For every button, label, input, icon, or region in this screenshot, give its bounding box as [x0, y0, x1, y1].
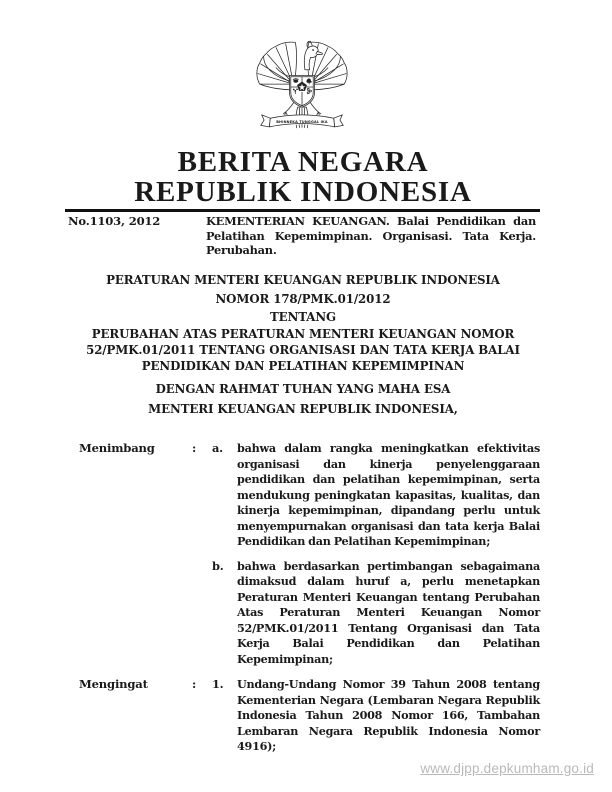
- invocation-line: DENGAN RAHMAT TUHAN YANG MAHA ESA: [155, 381, 451, 396]
- tentang-label: TENTANG: [270, 310, 336, 324]
- item-marker: a.: [212, 441, 223, 455]
- item-marker: 1.: [212, 677, 224, 691]
- mengingat-section: [79, 677, 540, 755]
- motto-ribbon: [261, 115, 344, 128]
- item-text: bahwa dalam rangka meningkatkan efektivitas organisasi dan kinerja penyelenggaraan pendidikan dan pelatihan kepemimpinan, serta mendukung peningkatan kapasitas, kualitas, dan kinerja kepemimpinan, dipandang perlu untuk menyempurnakan organisasi dan tata kerja Balai Pendidikan dan Pelatihan Kepemimpinan;: [237, 441, 540, 548]
- gazette-meta: [68, 214, 536, 258]
- watermark-url[interactable]: www.djpp.depkumham.go.id: [420, 761, 594, 776]
- item-text: Undang-Undang Nomor 39 Tahun 2008 tentang Kementerian Negara (Lembaran Negara Republik Indonesia Tahun 2008 Nomor 166, Tambahan Lembaran Negara Republik Indonesia Nomor 4916);: [237, 677, 540, 753]
- gazette-abstract: KEMENTERIAN KEUANGAN. Balai Pendidikan dan Pelatihan Kepemimpinan. Organisasi. Tata Kerja. Perubahan.: [206, 214, 536, 258]
- regulation-title: PERATURAN MENTERI KEUANGAN REPUBLIK INDONESIA: [106, 273, 500, 287]
- consideration-item-b: [212, 559, 540, 668]
- pancasila-shield: [290, 75, 315, 107]
- colon-separator: :: [192, 677, 197, 691]
- colon-separator: :: [192, 441, 197, 455]
- consideration-item-a: [212, 441, 540, 550]
- regulation-subject: PERUBAHAN ATAS PERATURAN MENTERI KEUANGAN NOMOR 52/PMK.01/2011 TENTANG ORGANISASI DAN TATA KERJA BALAI PENDIDIKAN DAN PELATIHAN KEPEMIMPINAN: [86, 327, 520, 374]
- regulation-number: NOMOR 178/PMK.01/2012: [215, 291, 391, 306]
- authority-line: MENTERI KEUANGAN REPUBLIK INDONESIA,: [148, 401, 458, 416]
- garuda-pancasila-icon: [254, 36, 350, 138]
- menimbang-section: [79, 441, 540, 667]
- masthead-line1: BERITA NEGARA: [177, 146, 429, 178]
- item-marker: b.: [212, 558, 224, 573]
- legal-basis-item-1: [212, 677, 540, 755]
- regulation-title-block: [66, 271, 540, 419]
- menimbang-label: Menimbang: [79, 441, 155, 455]
- clauses: [79, 441, 540, 755]
- mengingat-label: Mengingat: [79, 677, 148, 691]
- item-text: bahwa berdasarkan pertimbangan sebagaimana dimaksud dalam huruf a, perlu menetapkan Peraturan Menteri Keuangan tentang Perubahan Atas Peraturan Menteri Keuangan Nomor 52/PMK.01/2011 Tentang Organisasi dan Tata Kerja Balai Pendidikan dan Pelatihan Kepemimpinan;: [237, 558, 540, 666]
- masthead-divider: [65, 209, 540, 212]
- gazette-number: No.1103, 2012: [68, 214, 161, 228]
- masthead-line2: REPUBLIK INDONESIA: [134, 176, 472, 208]
- masthead: [66, 147, 540, 207]
- motto-text: BHINNEKA TUNGGAL IKA: [276, 120, 328, 125]
